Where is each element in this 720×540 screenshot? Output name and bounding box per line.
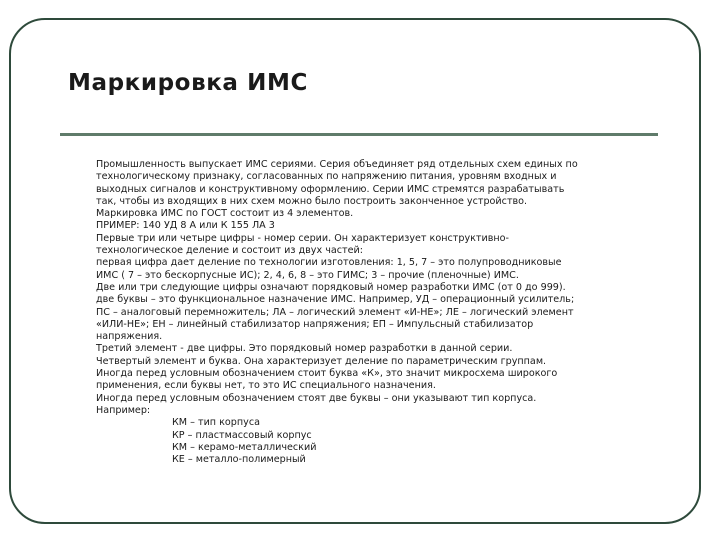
body-line: КЕ – металло-полимерный — [172, 454, 306, 466]
title-divider — [60, 133, 658, 136]
body-line: КМ – тип корпуса — [172, 417, 260, 429]
body-line: КМ – керамо-металлический — [172, 441, 317, 453]
body-line: Третий элемент - две цифры. Это порядковый номер разработки в данной серии. — [96, 343, 513, 355]
body-line: Иногда перед условным обозначением стоят две буквы – они указывают тип корпуса. — [96, 392, 537, 404]
body-line: две буквы – это функциональное назначение ИМС. Например, УД – операционный усилитель; — [96, 294, 575, 306]
body-line: Иногда перед условным обозначением стоит буква «К», это значит микросхема широкого — [96, 368, 558, 380]
body-line: так, чтобы из входящих в них схем можно было построить законченное устройство. — [96, 195, 528, 207]
body-line: напряжения. — [96, 331, 163, 343]
slide-title: Маркировка ИМС — [68, 70, 308, 96]
body-line: Маркировка ИМС по ГОСТ состоит из 4 элементов. — [96, 208, 354, 220]
body-line: ПРИМЕР: 140 УД 8 А или К 155 ЛА 3 — [96, 220, 275, 232]
body-line: технологическому признаку, согласованных по напряжению питания, уровням входных и — [96, 171, 557, 183]
body-line: ПС – аналоговый перемножитель; ЛА – логический элемент «И-НЕ»; ЛЕ – логический элемент — [96, 306, 574, 318]
body-text — [96, 159, 656, 466]
body-line: Первые три или четыре цифры - номер серии. Он характеризует конструктивно- — [96, 232, 509, 244]
body-line: выходных сигналов и конструктивному оформлению. Серии ИМС стремятся разрабатывать — [96, 183, 565, 195]
body-line: Две или три следующие цифры означают порядковый номер разработки ИМС (от 0 до 999). — [96, 281, 566, 293]
body-line: технологическое деление и состоит из двух частей: — [96, 245, 363, 257]
body-line: Промышленность выпускает ИМС сериями. Серия объединяет ряд отдельных схем единых по — [96, 159, 578, 170]
body-line: «ИЛИ-НЕ»; ЕН – линейный стабилизатор напряжения; ЕП – Импульсный стабилизатор — [96, 318, 534, 330]
body-line: КР – пластмассовый корпус — [172, 429, 312, 441]
body-line: Например: — [96, 404, 151, 416]
body-line: ИМС ( 7 – это бескорпусные ИС); 2, 4, 6, 8 – это ГИМС; 3 – прочие (пленочные) ИМС. — [96, 269, 519, 281]
body-line: первая цифра дает деление по технологии изготовления: 1, 5, 7 – это полупроводниковые — [96, 257, 562, 269]
body-line: Четвертый элемент и буква. Она характеризует деление по параметрическим группам. — [96, 355, 547, 367]
body-line: применения, если буквы нет, то это ИС специального назначения. — [96, 380, 436, 392]
